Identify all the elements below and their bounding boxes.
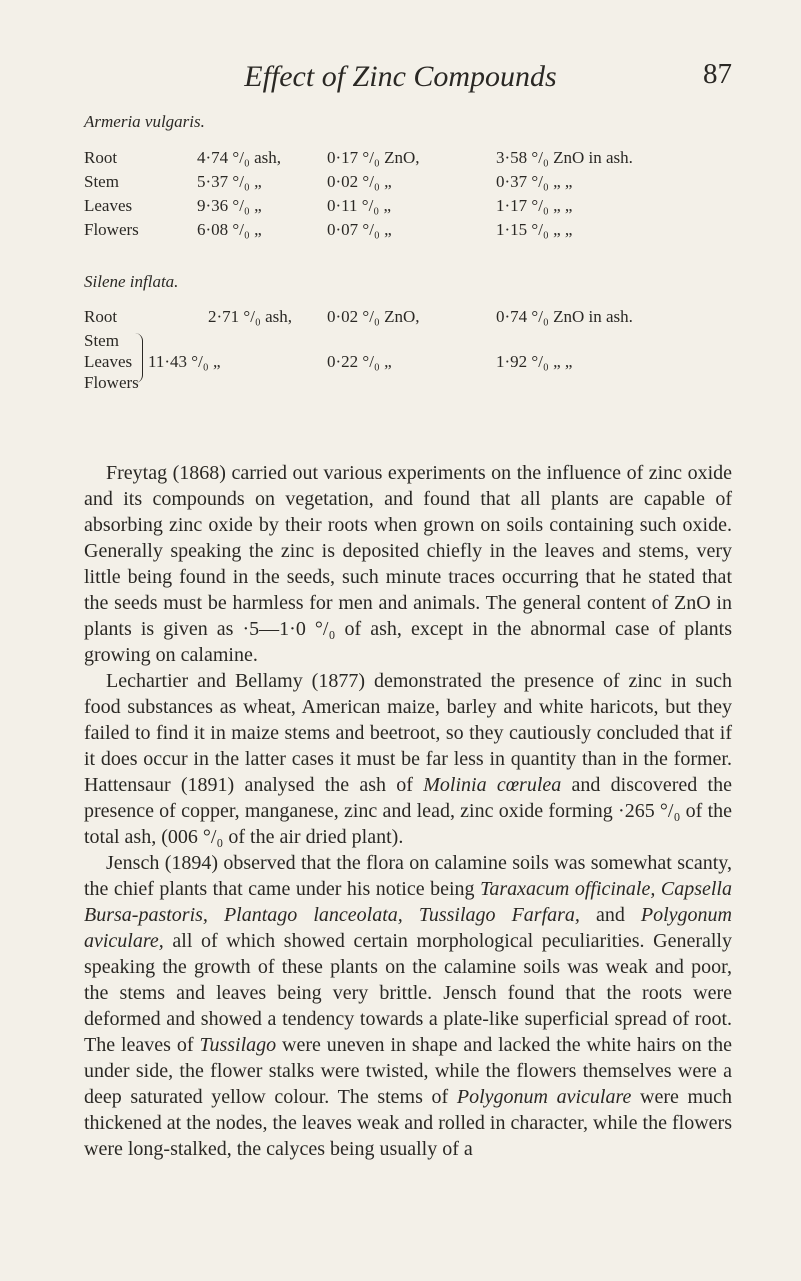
ash-value: 5·37 °/₀ „ (197, 172, 262, 191)
grouping-brace (134, 333, 143, 383)
species-name: Tussilago (199, 1034, 277, 1056)
ash-value: 6·08 °/₀ „ (197, 220, 262, 239)
organ-label: Leaves (84, 196, 133, 215)
zno-value: 0·02 °/₀ ZnO, (327, 307, 420, 326)
zno-in-ash-value: 0·74 °/₀ ZnO in ash. (496, 307, 633, 326)
ash-value: 2·71 °/₀ ash, (208, 307, 293, 326)
organ-label: Root (84, 307, 118, 326)
text-run: and (579, 904, 641, 926)
running-head: Effect of Zinc Compounds (244, 60, 557, 93)
text-run: Lechartier and Bellamy (1877) demonstrated the presence of zinc in such food substances as wheat, American maize, barley and white haricots, but they failed to find it in maize stems and beetroot, so they cautiously concluded that if it does occur in the latter cases it must be far less in quantity than in the former. Hattensaur (1891) analysed the ash of (84, 670, 732, 796)
paragraph-jensch (84, 850, 732, 1162)
ash-value: 4·74 °/₀ ash, (197, 148, 282, 167)
text-run: and discovered the presence of copper, manganese, zinc and lead, zinc oxide forming ·265 °/₀ of the total ash, (006 °/₀ of the air dried plant). (84, 774, 732, 848)
body-text (84, 460, 732, 1162)
species-name: Molinia cœrulea (423, 774, 562, 796)
species-name: Polygonum aviculare, (84, 904, 732, 952)
ash-value: 9·36 °/₀ „ (197, 196, 262, 215)
zno-value: 0·22 °/₀ „ (327, 352, 392, 371)
zno-value: 0·02 °/₀ „ (327, 172, 392, 191)
text-run: were much thickened at the nodes, the leaves weak and rolled in character, while the flowers were long-stalked, the calyces being usually of a (84, 1086, 732, 1160)
zno-in-ash-value: 1·15 °/₀ „ „ (496, 220, 573, 239)
text-run: all of which showed certain morphological peculiarities. Generally speaking the growth of these plants on the calamine soils was weak and poor, the stems and leaves being very brittle. Jensch found that the roots were deformed and showed a tendency towards a plate-like superficial spread of root. The leaves of (84, 930, 732, 1056)
organ-label: Leaves (84, 352, 133, 371)
zno-value: 0·11 °/₀ „ (327, 196, 392, 215)
text-run: were uneven in shape and lacked the white hairs on the under side, the flower stalks were twisted, while the flowers themselves were a deep saturated yellow colour. The stems of (84, 1034, 732, 1108)
organ-label: Flowers (84, 373, 139, 392)
zno-in-ash-value: 1·92 °/₀ „ „ (496, 352, 573, 371)
zno-value: 0·07 °/₀ „ (327, 220, 392, 239)
text-run: Jensch (1894) observed that the flora on calamine soils was somewhat scanty, the chief plants that came under his notice being (84, 852, 732, 900)
organ-label: Stem (84, 172, 119, 191)
organ-label: Stem (84, 331, 119, 350)
zno-in-ash-value: 1·17 °/₀ „ „ (496, 196, 573, 215)
organ-label: Flowers (84, 220, 139, 239)
zno-value: 0·17 °/₀ ZnO, (327, 148, 420, 167)
organ-label: Root (84, 148, 118, 167)
paragraph-freytag: Freytag (1868) carried out various experiments on the influence of zinc oxide and its compounds on vegetation, and found that all plants are capable of absorbing zinc oxide by their roots when grown on soils containing such oxide. Generally speaking the zinc is deposited chiefly in the leaves and stems, very little being found in the seeds, such minute traces occurring that he stated that the seeds must be harmless for men and animals. The general content of ZnO in plants is given as ·5—1·0 °/₀ of ash, except in the abnormal case of plants growing on calamine. (84, 462, 732, 666)
zno-in-ash-value: 3·58 °/₀ ZnO in ash. (496, 148, 633, 167)
species-heading-armeria: Armeria vulgaris. (84, 112, 205, 131)
paragraph-lechartier (84, 668, 732, 850)
species-name: Taraxacum officinale, Capsella Bursa-pastoris, Plantago lanceolata, Tussilago Farfara, (84, 878, 732, 926)
page-number: 87 (703, 58, 732, 90)
ash-value: 11·43 °/₀ „ (148, 352, 221, 371)
zno-in-ash-value: 0·37 °/₀ „ „ (496, 172, 573, 191)
species-heading-silene: Silene inflata. (84, 272, 179, 291)
species-name: Polygonum aviculare (456, 1086, 632, 1108)
